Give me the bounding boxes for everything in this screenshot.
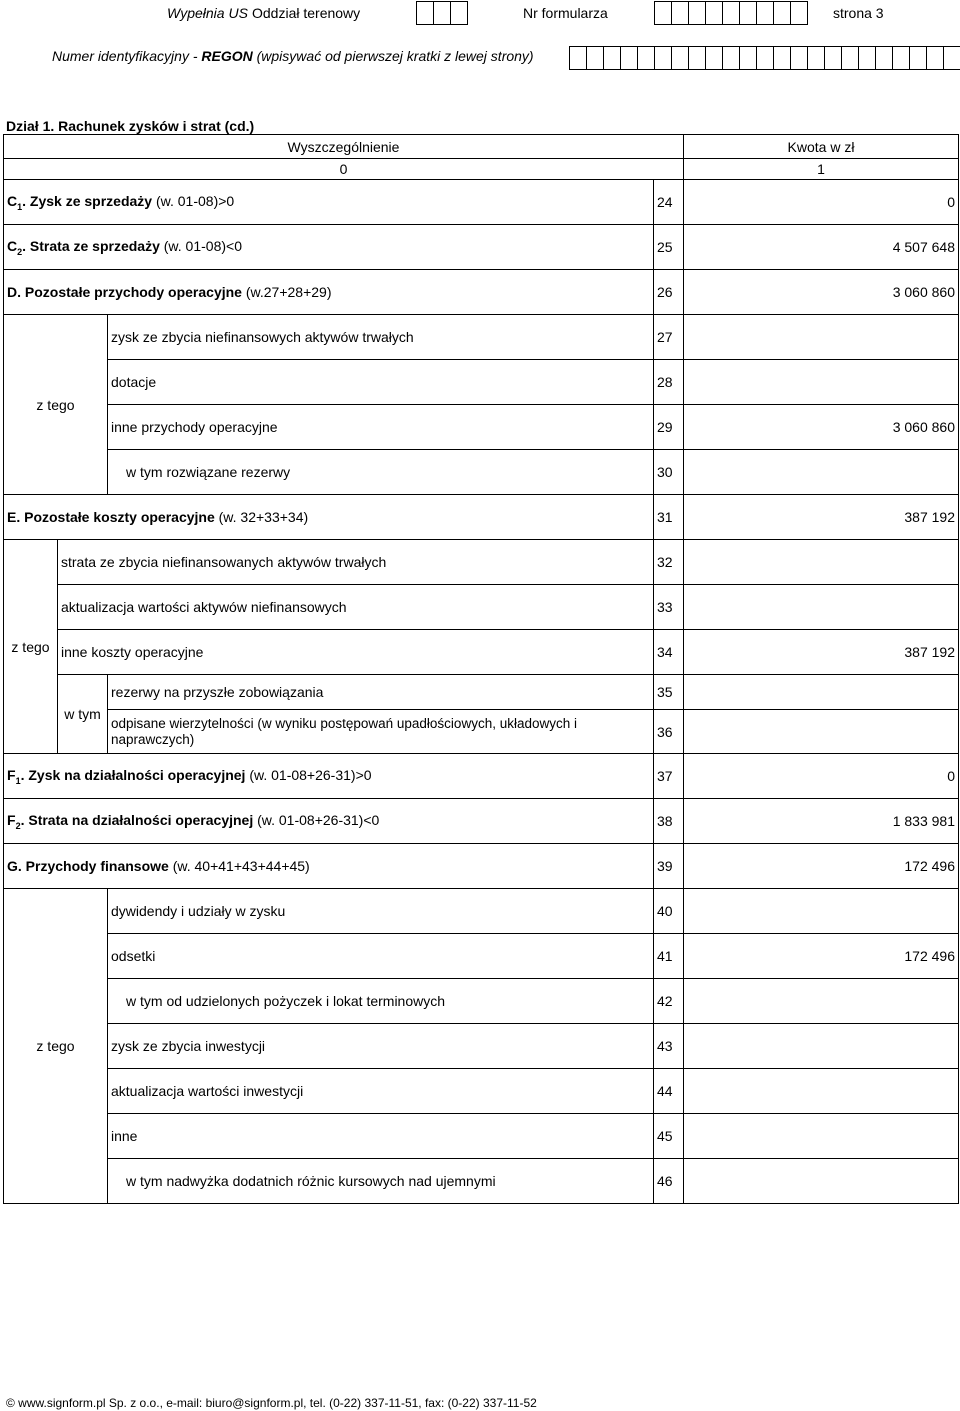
table-row: [4, 270, 959, 315]
row-label: odpisane wierzytelności (w wyniku postępowań upadłościowych, układowych i naprawczych): [108, 710, 654, 754]
section-title: Dział 1. Rachunek zysków i strat (cd.): [6, 118, 255, 134]
amount-field[interactable]: [684, 710, 959, 754]
row-label: $F_2$. Strata na działalności operacyjnej (w. 01-08+26-31)<0: [4, 799, 654, 844]
table-row: [4, 844, 959, 889]
amount-field[interactable]: 172 496: [684, 934, 959, 979]
row-label: zysk ze zbycia niefinansowych aktywów trwałych: [108, 315, 654, 360]
row-number: 24: [654, 180, 684, 225]
row-number: 25: [654, 225, 684, 270]
col-header-amount: Kwota w zł: [684, 135, 959, 159]
row-number: 35: [654, 675, 684, 710]
amount-field[interactable]: [684, 450, 959, 495]
amount-field[interactable]: 172 496: [684, 844, 959, 889]
row-label: dotacje: [108, 360, 654, 405]
row-number: 43: [654, 1024, 684, 1069]
form-number-boxes[interactable]: [654, 1, 808, 25]
row-number: 29: [654, 405, 684, 450]
row-number: 44: [654, 1069, 684, 1114]
row-label: odsetki: [108, 934, 654, 979]
amount-field[interactable]: 3 060 860: [684, 405, 959, 450]
table-row: [4, 225, 959, 270]
row-label: w tym nadwyżka dodatnich różnic kursowych nad ujemnymi: [108, 1159, 654, 1204]
fill-in-label: Wypełnia US: [167, 5, 248, 21]
row-number: 40: [654, 889, 684, 934]
regon-boxes[interactable]: [569, 46, 960, 70]
group-label: z tego: [4, 540, 58, 754]
row-label: w tym rozwiązane rezerwy: [108, 450, 654, 495]
amount-field[interactable]: [684, 315, 959, 360]
amount-field[interactable]: 387 192: [684, 495, 959, 540]
amount-field[interactable]: 1 833 981: [684, 799, 959, 844]
row-label: aktualizacja wartości inwestycji: [108, 1069, 654, 1114]
amount-field[interactable]: [684, 979, 959, 1024]
row-label: strata ze zbycia niefinansowanych aktywów trwałych: [58, 540, 654, 585]
row-number: 37: [654, 754, 684, 799]
row-number: 46: [654, 1159, 684, 1204]
amount-field[interactable]: [684, 1114, 959, 1159]
amount-field[interactable]: [684, 360, 959, 405]
row-label: inne koszty operacyjne: [58, 630, 654, 675]
col-header-desc: Wyszczególnienie: [4, 135, 684, 159]
row-label: zysk ze zbycia inwestycji: [108, 1024, 654, 1069]
row-number: 39: [654, 844, 684, 889]
row-number: 31: [654, 495, 684, 540]
row-number: 32: [654, 540, 684, 585]
row-label: aktualizacja wartości aktywów niefinansowych: [58, 585, 654, 630]
amount-field[interactable]: 387 192: [684, 630, 959, 675]
table-row: [4, 495, 959, 540]
row-label: dywidendy i udziały w zysku: [108, 889, 654, 934]
amount-field[interactable]: 0: [684, 180, 959, 225]
row-number: 41: [654, 934, 684, 979]
branch-label: Oddział terenowy: [252, 5, 361, 21]
amount-field[interactable]: [684, 1024, 959, 1069]
row-label: D. Pozostałe przychody operacyjne (w.27+28+29): [4, 270, 654, 315]
amount-field[interactable]: 0: [684, 754, 959, 799]
row-number: 45: [654, 1114, 684, 1159]
row-label: $C_1$. Zysk ze sprzedaży (w. 01-08)>0: [4, 180, 654, 225]
row-label: w tym od udzielonych pożyczek i lokat terminowych: [108, 979, 654, 1024]
row-label: inne: [108, 1114, 654, 1159]
row-number: 38: [654, 799, 684, 844]
row-number: 28: [654, 360, 684, 405]
amount-field[interactable]: 3 060 860: [684, 270, 959, 315]
table-row: [4, 799, 959, 844]
row-label: rezerwy na przyszłe zobowiązania: [108, 675, 654, 710]
footer-text: © www.signform.pl Sp. z o.o., e-mail: biuro@signform.pl, tel. (0-22) 337-11-51, fax: (0-22) 337-11-52: [6, 1396, 537, 1410]
amount-field[interactable]: 4 507 648: [684, 225, 959, 270]
row-label: $F_1$. Zysk na działalności operacyjnej (w. 01-08+26-31)>0: [4, 754, 654, 799]
form-number-label: Nr formularza: [523, 5, 608, 21]
row-number: 34: [654, 630, 684, 675]
col-index-1: 1: [684, 159, 959, 180]
row-number: 27: [654, 315, 684, 360]
group-label: z tego: [4, 889, 108, 1204]
table-row: [4, 180, 959, 225]
table-row: [4, 754, 959, 799]
row-number: 26: [654, 270, 684, 315]
row-label: G. Przychody finansowe (w. 40+41+43+44+45): [4, 844, 654, 889]
row-number: 42: [654, 979, 684, 1024]
row-number: 36: [654, 710, 684, 754]
row-label: E. Pozostałe koszty operacyjne (w. 32+33+34): [4, 495, 654, 540]
profit-loss-table: [3, 134, 959, 1204]
row-number: 30: [654, 450, 684, 495]
amount-field[interactable]: [684, 540, 959, 585]
amount-field[interactable]: [684, 675, 959, 710]
row-label: inne przychody operacyjne: [108, 405, 654, 450]
regon-label: Numer identyfikacyjny - REGON (wpisywać od pierwszej kratki z lewej strony): [52, 48, 534, 64]
amount-field[interactable]: [684, 585, 959, 630]
row-label: $C_2$. Strata ze sprzedaży (w. 01-08)<0: [4, 225, 654, 270]
amount-field[interactable]: [684, 889, 959, 934]
page-number: strona 3: [833, 5, 884, 21]
branch-boxes[interactable]: [416, 1, 468, 25]
amount-field[interactable]: [684, 1159, 959, 1204]
group-label: z tego: [4, 315, 108, 495]
amount-field[interactable]: [684, 1069, 959, 1114]
row-number: 33: [654, 585, 684, 630]
subgroup-label: w tym: [58, 675, 108, 754]
col-index-0: 0: [4, 159, 684, 180]
